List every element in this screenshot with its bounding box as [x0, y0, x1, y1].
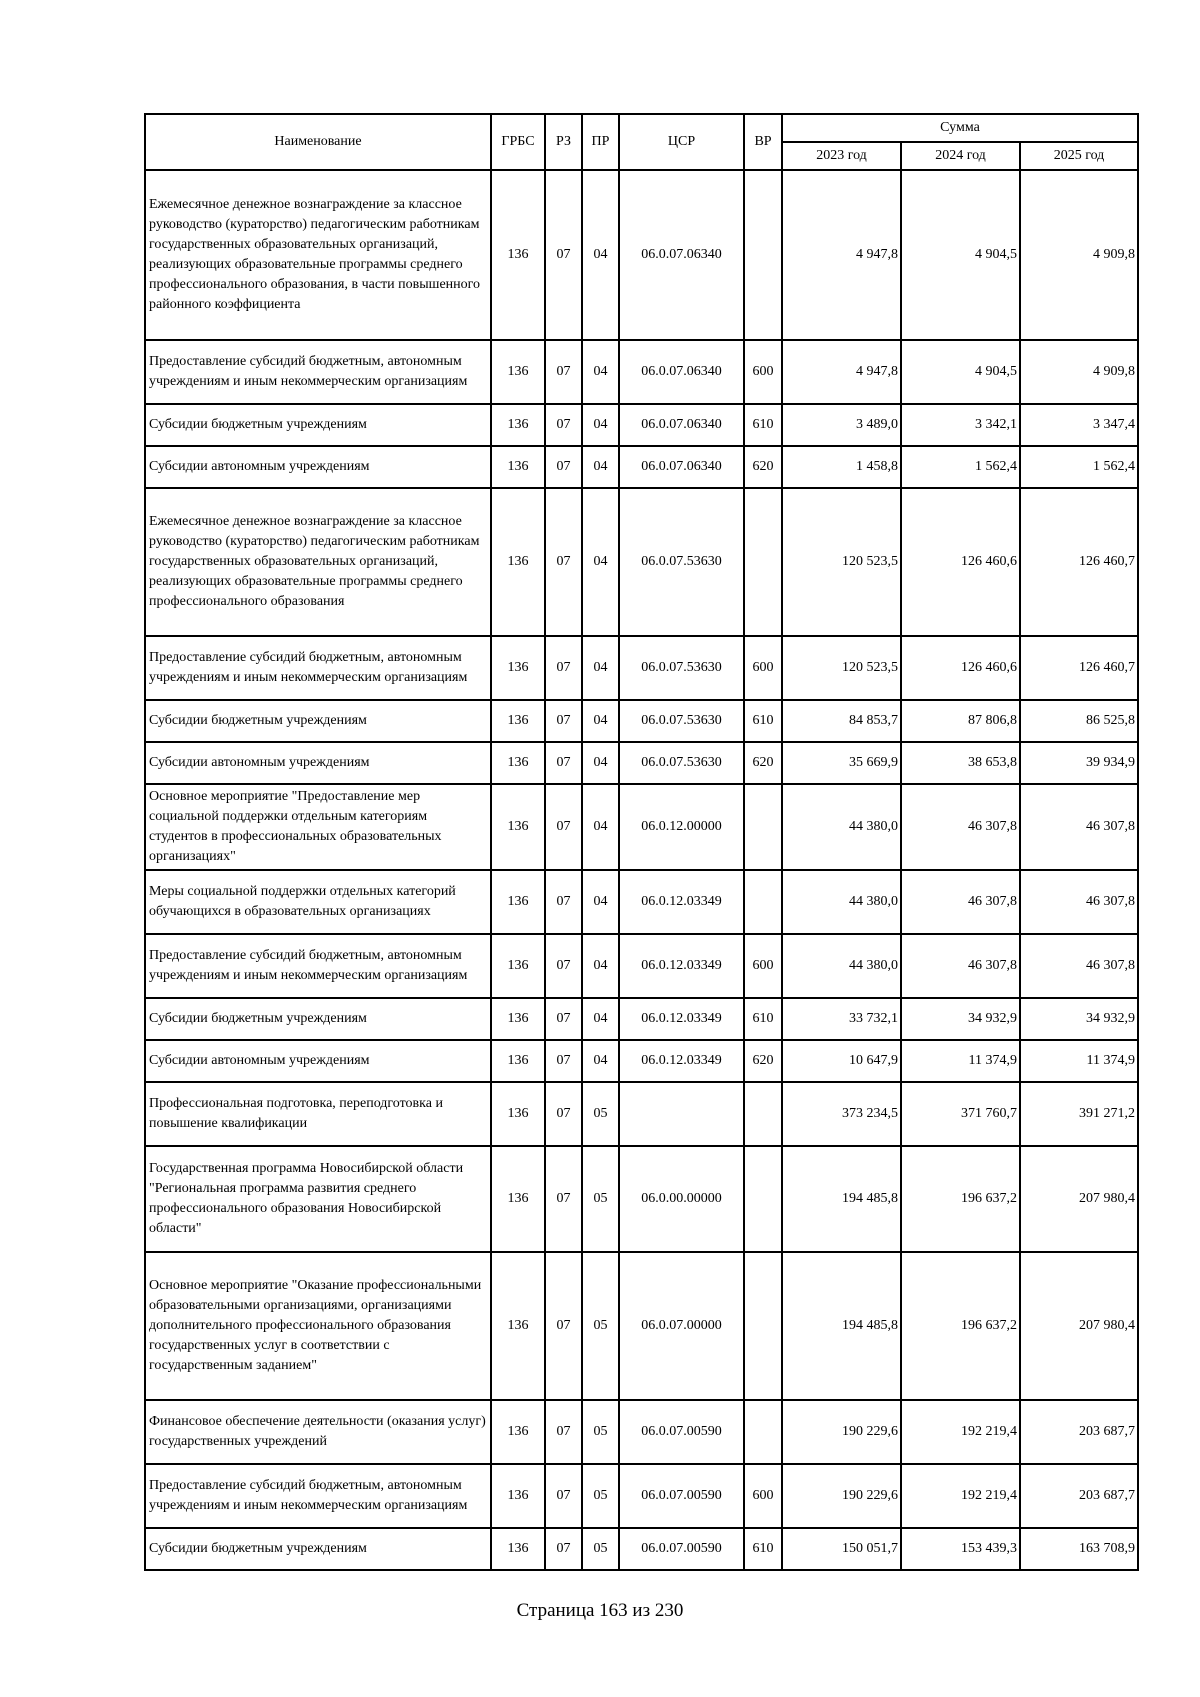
- row-amount-2024: 34 932,9: [901, 998, 1020, 1040]
- row-amount-2023: 120 523,5: [782, 488, 901, 636]
- row-amount-2024: 1 562,4: [901, 446, 1020, 488]
- header-grbs: ГРБС: [491, 114, 545, 170]
- row-amount-2024: 4 904,5: [901, 170, 1020, 340]
- row-amount-2023: 4 947,8: [782, 340, 901, 404]
- header-pr: ПР: [582, 114, 619, 170]
- row-amount-2025: 203 687,7: [1020, 1464, 1138, 1528]
- row-amount-2023: 33 732,1: [782, 998, 901, 1040]
- row-pr: 04: [582, 636, 619, 700]
- row-csr: 06.0.12.03349: [619, 870, 744, 934]
- row-amount-2024: 38 653,8: [901, 742, 1020, 784]
- row-name: Субсидии автономным учреждениям: [145, 742, 491, 784]
- row-amount-2025: 4 909,8: [1020, 340, 1138, 404]
- row-pr: 04: [582, 742, 619, 784]
- row-vr: [744, 170, 782, 340]
- row-pr: 04: [582, 934, 619, 998]
- header-csr: ЦСР: [619, 114, 744, 170]
- row-amount-2024: 153 439,3: [901, 1528, 1020, 1570]
- row-rz: 07: [545, 340, 582, 404]
- row-amount-2025: 163 708,9: [1020, 1528, 1138, 1570]
- row-amount-2025: 207 980,4: [1020, 1252, 1138, 1400]
- row-pr: 04: [582, 446, 619, 488]
- row-vr: 600: [744, 636, 782, 700]
- row-amount-2024: 192 219,4: [901, 1464, 1020, 1528]
- row-pr: 05: [582, 1400, 619, 1464]
- row-amount-2024: 196 637,2: [901, 1252, 1020, 1400]
- table-row: [145, 446, 1138, 488]
- row-amount-2025: 126 460,7: [1020, 636, 1138, 700]
- row-amount-2024: 192 219,4: [901, 1400, 1020, 1464]
- table-row: [145, 934, 1138, 998]
- row-amount-2023: 4 947,8: [782, 170, 901, 340]
- row-amount-2023: 44 380,0: [782, 870, 901, 934]
- row-grbs: 136: [491, 1082, 545, 1146]
- row-vr: [744, 1252, 782, 1400]
- row-pr: 05: [582, 1146, 619, 1252]
- header-year-2025: 2025 год: [1020, 142, 1138, 170]
- row-vr: 610: [744, 998, 782, 1040]
- row-grbs: 136: [491, 1528, 545, 1570]
- row-amount-2025: 3 347,4: [1020, 404, 1138, 446]
- row-amount-2023: 10 647,9: [782, 1040, 901, 1082]
- row-amount-2025: 46 307,8: [1020, 784, 1138, 870]
- row-grbs: 136: [491, 636, 545, 700]
- row-amount-2023: 84 853,7: [782, 700, 901, 742]
- row-pr: 04: [582, 404, 619, 446]
- row-grbs: 136: [491, 1252, 545, 1400]
- row-rz: 07: [545, 1252, 582, 1400]
- row-rz: 07: [545, 700, 582, 742]
- row-amount-2023: 190 229,6: [782, 1400, 901, 1464]
- header-rz: РЗ: [545, 114, 582, 170]
- row-csr: 06.0.12.03349: [619, 1040, 744, 1082]
- table-row: [145, 1146, 1138, 1252]
- table-row: [145, 1252, 1138, 1400]
- row-name: Субсидии автономным учреждениям: [145, 446, 491, 488]
- row-rz: 07: [545, 1464, 582, 1528]
- table-row: [145, 340, 1138, 404]
- row-grbs: 136: [491, 340, 545, 404]
- row-amount-2024: 126 460,6: [901, 636, 1020, 700]
- row-amount-2024: 11 374,9: [901, 1040, 1020, 1082]
- row-rz: 07: [545, 870, 582, 934]
- row-amount-2023: 44 380,0: [782, 784, 901, 870]
- row-rz: 07: [545, 404, 582, 446]
- row-amount-2025: 39 934,9: [1020, 742, 1138, 784]
- row-csr: 06.0.12.03349: [619, 934, 744, 998]
- row-grbs: 136: [491, 488, 545, 636]
- row-csr: 06.0.07.00000: [619, 1252, 744, 1400]
- table-body: [145, 170, 1138, 1570]
- row-amount-2025: 391 271,2: [1020, 1082, 1138, 1146]
- table-row: [145, 636, 1138, 700]
- header-year-2024: 2024 год: [901, 142, 1020, 170]
- row-rz: 07: [545, 1146, 582, 1252]
- row-pr: 04: [582, 784, 619, 870]
- row-rz: 07: [545, 170, 582, 340]
- row-amount-2025: 1 562,4: [1020, 446, 1138, 488]
- row-amount-2024: 46 307,8: [901, 934, 1020, 998]
- row-vr: [744, 784, 782, 870]
- row-pr: 04: [582, 170, 619, 340]
- table-header: [145, 114, 1138, 170]
- table-row: [145, 1400, 1138, 1464]
- table-row: [145, 870, 1138, 934]
- row-rz: 07: [545, 1528, 582, 1570]
- row-vr: 620: [744, 1040, 782, 1082]
- row-grbs: 136: [491, 934, 545, 998]
- row-pr: 04: [582, 340, 619, 404]
- row-amount-2024: 3 342,1: [901, 404, 1020, 446]
- row-name: Субсидии автономным учреждениям: [145, 1040, 491, 1082]
- row-amount-2024: 46 307,8: [901, 870, 1020, 934]
- row-grbs: 136: [491, 784, 545, 870]
- row-vr: 610: [744, 404, 782, 446]
- row-rz: 07: [545, 488, 582, 636]
- table-row: [145, 488, 1138, 636]
- row-rz: 07: [545, 636, 582, 700]
- row-csr: 06.0.07.06340: [619, 170, 744, 340]
- table-row: [145, 170, 1138, 340]
- row-csr: 06.0.00.00000: [619, 1146, 744, 1252]
- row-rz: 07: [545, 1082, 582, 1146]
- row-name: Субсидии бюджетным учреждениям: [145, 404, 491, 446]
- row-vr: 620: [744, 742, 782, 784]
- row-vr: [744, 1082, 782, 1146]
- table-row: [145, 742, 1138, 784]
- row-amount-2025: 46 307,8: [1020, 934, 1138, 998]
- row-amount-2023: 44 380,0: [782, 934, 901, 998]
- row-amount-2023: 35 669,9: [782, 742, 901, 784]
- row-amount-2024: 371 760,7: [901, 1082, 1020, 1146]
- row-pr: 05: [582, 1252, 619, 1400]
- row-csr: 06.0.07.00590: [619, 1400, 744, 1464]
- header-sum: Сумма: [782, 114, 1138, 142]
- row-vr: 600: [744, 340, 782, 404]
- table-row: [145, 998, 1138, 1040]
- row-amount-2025: 86 525,8: [1020, 700, 1138, 742]
- row-csr: 06.0.07.53630: [619, 700, 744, 742]
- row-rz: 07: [545, 1400, 582, 1464]
- row-amount-2023: 194 485,8: [782, 1252, 901, 1400]
- row-amount-2025: 207 980,4: [1020, 1146, 1138, 1252]
- row-csr: [619, 1082, 744, 1146]
- row-name: Предоставление субсидий бюджетным, автономным учреждениям и иным некоммерческим организациям: [145, 340, 491, 404]
- row-pr: 05: [582, 1528, 619, 1570]
- row-csr: 06.0.12.00000: [619, 784, 744, 870]
- row-vr: 600: [744, 934, 782, 998]
- row-amount-2023: 190 229,6: [782, 1464, 901, 1528]
- row-grbs: 136: [491, 446, 545, 488]
- row-rz: 07: [545, 934, 582, 998]
- table-row: [145, 1040, 1138, 1082]
- row-csr: 06.0.07.06340: [619, 404, 744, 446]
- row-name: Меры социальной поддержки отдельных категорий обучающихся в образовательных организациях: [145, 870, 491, 934]
- page-number: Страница 163 из 230: [516, 1600, 684, 1621]
- row-rz: 07: [545, 1040, 582, 1082]
- row-amount-2023: 194 485,8: [782, 1146, 901, 1252]
- row-pr: 04: [582, 998, 619, 1040]
- row-amount-2023: 120 523,5: [782, 636, 901, 700]
- row-pr: 05: [582, 1082, 619, 1146]
- row-amount-2023: 3 489,0: [782, 404, 901, 446]
- row-rz: 07: [545, 742, 582, 784]
- row-name: Профессиональная подготовка, переподготовка и повышение квалификации: [145, 1082, 491, 1146]
- row-amount-2025: 126 460,7: [1020, 488, 1138, 636]
- row-pr: 04: [582, 870, 619, 934]
- row-pr: 04: [582, 1040, 619, 1082]
- table-row: [145, 784, 1138, 870]
- row-name: Основное мероприятие "Предоставление мер социальной поддержки отдельным категориям студентов в профессиональных образовательных организациях": [145, 784, 491, 870]
- header-vr: ВР: [744, 114, 782, 170]
- row-amount-2024: 87 806,8: [901, 700, 1020, 742]
- row-amount-2025: 203 687,7: [1020, 1400, 1138, 1464]
- row-name: Субсидии бюджетным учреждениям: [145, 1528, 491, 1570]
- row-rz: 07: [545, 446, 582, 488]
- row-name: Основное мероприятие "Оказание профессиональными образовательными организациями, организациями дополнительного профессионального образования государственных услуг в соответствии с государственным заданием": [145, 1252, 491, 1400]
- row-pr: 05: [582, 1464, 619, 1528]
- row-vr: 600: [744, 1464, 782, 1528]
- row-name: Ежемесячное денежное вознаграждение за классное руководство (кураторство) педагогическим работникам государственных образовательных организаций, реализующих образовательные программы среднего профессионального образования: [145, 488, 491, 636]
- row-grbs: 136: [491, 1146, 545, 1252]
- row-name: Субсидии бюджетным учреждениям: [145, 700, 491, 742]
- row-grbs: 136: [491, 1400, 545, 1464]
- row-grbs: 136: [491, 1040, 545, 1082]
- row-amount-2023: 1 458,8: [782, 446, 901, 488]
- row-rz: 07: [545, 784, 582, 870]
- row-rz: 07: [545, 998, 582, 1040]
- row-pr: 04: [582, 700, 619, 742]
- row-name: Субсидии бюджетным учреждениям: [145, 998, 491, 1040]
- row-csr: 06.0.07.00590: [619, 1464, 744, 1528]
- row-csr: 06.0.07.53630: [619, 742, 744, 784]
- table-row: [145, 700, 1138, 742]
- row-name: Предоставление субсидий бюджетным, автономным учреждениям и иным некоммерческим организациям: [145, 636, 491, 700]
- row-name: Предоставление субсидий бюджетным, автономным учреждениям и иным некоммерческим организациям: [145, 1464, 491, 1528]
- row-amount-2025: 46 307,8: [1020, 870, 1138, 934]
- header-name: Наименование: [145, 114, 491, 170]
- table-row: [145, 1082, 1138, 1146]
- table-row: [145, 1464, 1138, 1528]
- row-vr: [744, 870, 782, 934]
- row-name: Государственная программа Новосибирской области "Региональная программа развития среднего профессионального образования Новосибирской области": [145, 1146, 491, 1252]
- row-vr: 610: [744, 700, 782, 742]
- row-csr: 06.0.07.06340: [619, 446, 744, 488]
- table-row: [145, 404, 1138, 446]
- row-amount-2024: 126 460,6: [901, 488, 1020, 636]
- budget-table: [144, 113, 1139, 1571]
- row-amount-2024: 46 307,8: [901, 784, 1020, 870]
- row-name: Предоставление субсидий бюджетным, автономным учреждениям и иным некоммерческим организациям: [145, 934, 491, 998]
- row-csr: 06.0.07.53630: [619, 636, 744, 700]
- row-grbs: 136: [491, 1464, 545, 1528]
- row-csr: 06.0.07.53630: [619, 488, 744, 636]
- row-pr: 04: [582, 488, 619, 636]
- row-vr: 620: [744, 446, 782, 488]
- row-vr: [744, 488, 782, 636]
- row-vr: [744, 1146, 782, 1252]
- row-csr: 06.0.12.03349: [619, 998, 744, 1040]
- row-grbs: 136: [491, 170, 545, 340]
- row-vr: 610: [744, 1528, 782, 1570]
- row-amount-2024: 4 904,5: [901, 340, 1020, 404]
- row-vr: [744, 1400, 782, 1464]
- row-grbs: 136: [491, 998, 545, 1040]
- row-csr: 06.0.07.06340: [619, 340, 744, 404]
- row-amount-2024: 196 637,2: [901, 1146, 1020, 1252]
- table-row: [145, 1528, 1138, 1570]
- row-name: Ежемесячное денежное вознаграждение за классное руководство (кураторство) педагогическим работникам государственных образовательных организаций, реализующих образовательные программы среднего профессионального образования, в части повышенного районного коэффициента: [145, 170, 491, 340]
- row-grbs: 136: [491, 870, 545, 934]
- row-amount-2025: 34 932,9: [1020, 998, 1138, 1040]
- row-name: Финансовое обеспечение деятельности (оказания услуг) государственных учреждений: [145, 1400, 491, 1464]
- row-amount-2023: 150 051,7: [782, 1528, 901, 1570]
- row-grbs: 136: [491, 700, 545, 742]
- row-grbs: 136: [491, 742, 545, 784]
- row-amount-2025: 4 909,8: [1020, 170, 1138, 340]
- row-amount-2025: 11 374,9: [1020, 1040, 1138, 1082]
- header-year-2023: 2023 год: [782, 142, 901, 170]
- row-grbs: 136: [491, 404, 545, 446]
- row-csr: 06.0.07.00590: [619, 1528, 744, 1570]
- row-amount-2023: 373 234,5: [782, 1082, 901, 1146]
